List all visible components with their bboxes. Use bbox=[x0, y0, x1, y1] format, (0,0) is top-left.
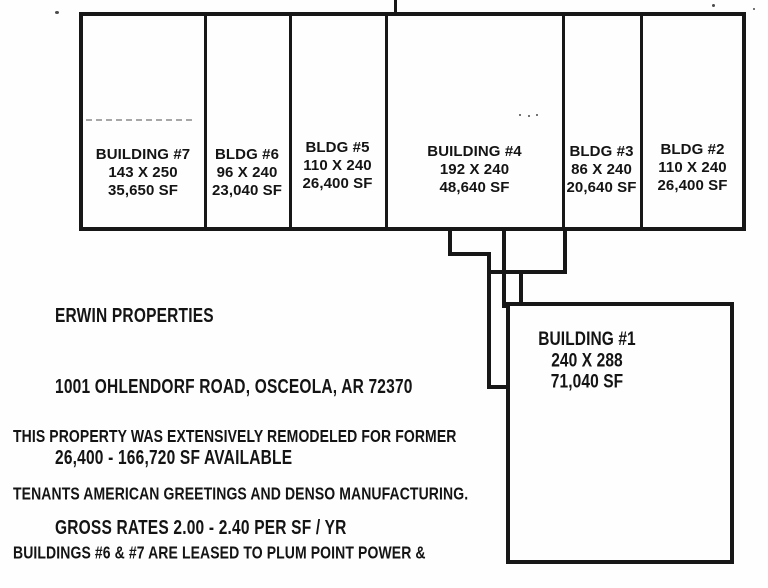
scan-artifact-dash bbox=[86, 119, 192, 121]
description-line: TENANTS AMERICAN GREETINGS AND DENSO MANUFACTURING. bbox=[13, 483, 469, 505]
building-4-name: BUILDING #4 bbox=[427, 143, 522, 160]
building-4-area: 48,640 SF bbox=[439, 179, 510, 196]
building-1-label bbox=[527, 330, 647, 393]
building-5-dimensions: 110 X 240 bbox=[303, 157, 372, 174]
building-3-area: 20,640 SF bbox=[566, 179, 637, 196]
divider-bldg3-bldg2 bbox=[640, 16, 643, 227]
scan-speck bbox=[753, 8, 755, 10]
connector-line-v5 bbox=[519, 272, 523, 306]
scan-speck bbox=[712, 4, 715, 7]
scan-speck bbox=[528, 115, 530, 117]
company-name: ERWIN PROPERTIES bbox=[55, 305, 214, 328]
description-line: BUILDINGS #6 & #7 ARE LEASED TO PLUM POINT POWER & bbox=[13, 542, 426, 563]
building-1-area: 71,040 SF bbox=[550, 370, 624, 392]
building-5-name: BLDG #5 bbox=[305, 139, 370, 156]
property-address: 1001 OHLENDORF ROAD, OSCEOLA, AR 72370 bbox=[55, 376, 413, 399]
building-3-dimensions: 86 X 240 bbox=[571, 161, 632, 178]
connector-line-v4 bbox=[563, 230, 567, 274]
availability-line: 26,400 - 166,720 SF AVAILABLE bbox=[55, 446, 293, 469]
building-6-area: 23,040 SF bbox=[211, 182, 283, 199]
description-block bbox=[13, 387, 486, 588]
building-7-dimensions: 143 X 250 bbox=[108, 164, 178, 181]
connector-line-v3 bbox=[502, 230, 506, 308]
building-2-label bbox=[643, 141, 742, 195]
building-4-dimensions: 192 X 240 bbox=[439, 161, 510, 178]
scan-speck bbox=[55, 11, 59, 14]
building-2-area: 26,400 SF bbox=[657, 177, 728, 194]
building-3-name: BLDG #3 bbox=[569, 143, 634, 160]
divider-bldg6-bldg5 bbox=[289, 16, 292, 227]
building-7-label bbox=[83, 146, 203, 200]
building-7-area: 35,650 SF bbox=[107, 182, 179, 199]
description-line: THIS PROPERTY WAS EXTENSIVELY REMODELED FOR FORMER bbox=[13, 424, 457, 446]
building-6-label bbox=[206, 146, 288, 200]
building-4-label bbox=[388, 143, 561, 197]
building-6-dimensions: 96 X 240 bbox=[216, 164, 278, 181]
connector-line-step bbox=[487, 385, 510, 389]
scan-speck bbox=[536, 114, 538, 116]
building-2-dimensions: 110 X 240 bbox=[658, 159, 727, 176]
building-1-name: BUILDING #1 bbox=[538, 328, 636, 350]
building-3-label bbox=[564, 143, 639, 197]
connector-tick-top bbox=[394, 0, 397, 15]
building-5-label bbox=[291, 139, 384, 193]
building-2-name: BLDG #2 bbox=[660, 141, 725, 158]
building-6-name: BLDG #6 bbox=[214, 146, 280, 163]
connector-line-h2 bbox=[487, 270, 567, 274]
building-1-dimensions: 240 X 288 bbox=[551, 349, 623, 371]
connector-line-h1 bbox=[448, 252, 491, 256]
scan-speck bbox=[519, 114, 521, 116]
rates-line: GROSS RATES 2.00 - 2.40 PER SF / YR bbox=[55, 517, 347, 540]
building-7-name: BUILDING #7 bbox=[95, 146, 191, 163]
building-5-area: 26,400 SF bbox=[302, 175, 373, 192]
